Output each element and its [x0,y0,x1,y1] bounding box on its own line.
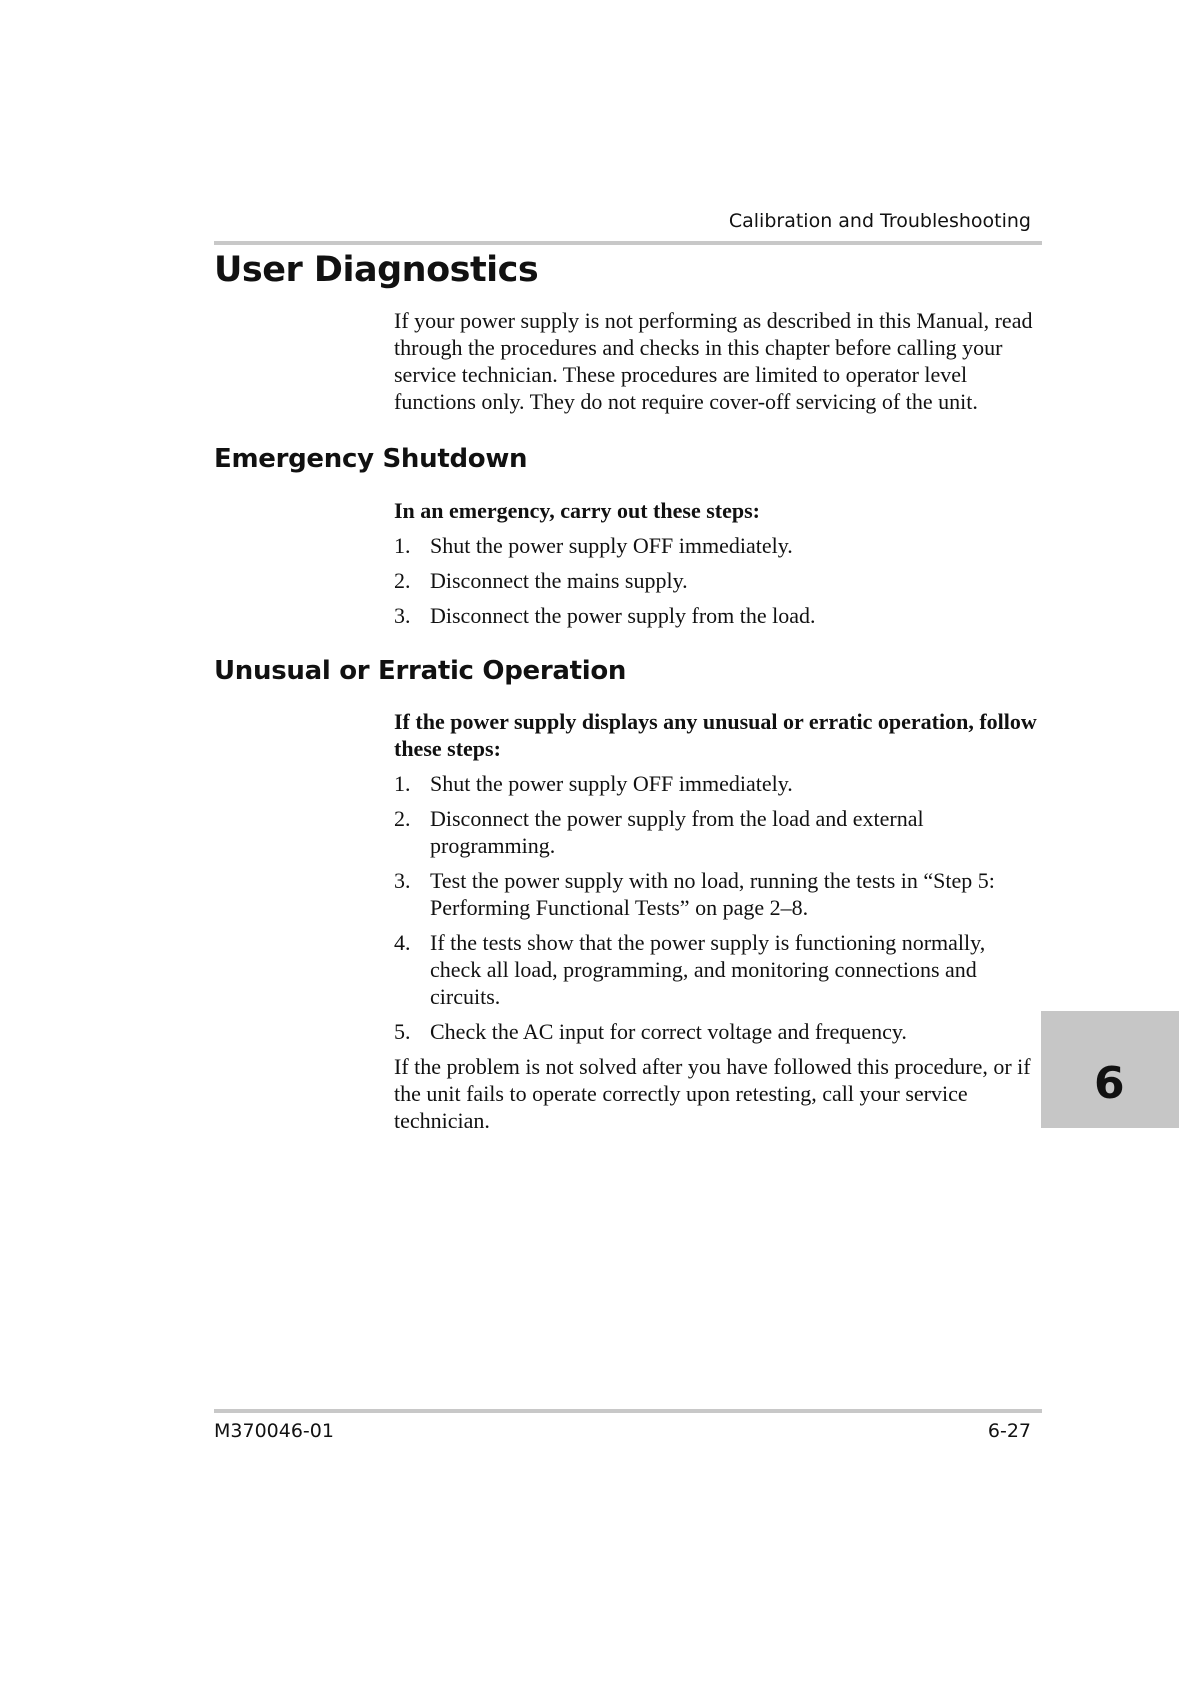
emergency-shutdown-body [394,497,1040,637]
footer-rule [214,1409,1042,1413]
step-text: Disconnect the mains supply. [430,568,688,593]
step-text: Disconnect the power supply from the load. [430,603,816,628]
list-item [394,867,1040,921]
section-title-user-diagnostics: User Diagnostics [214,250,539,290]
step-number: 2. [394,568,411,593]
chapter-tab-number: 6 [1094,1058,1125,1109]
step-number: 1. [394,533,411,558]
step-text: Check the AC input for correct voltage and frequency. [430,1019,907,1044]
header-rule [214,241,1042,245]
emergency-lead: In an emergency, carry out these steps: [394,498,760,523]
unusual-lead: If the power supply displays any unusual or erratic operation, follow these steps: [394,709,1037,761]
unusual-operation-body [394,708,1040,1134]
step-number: 2. [394,806,411,831]
section-title-emergency-shutdown: Emergency Shutdown [214,444,528,474]
step-number: 5. [394,1019,411,1044]
closing-paragraph: If the problem is not solved after you have followed this procedure, or if the unit fails to operate correctly upon retesting, call your service technician. [394,1054,1031,1133]
intro-paragraph: If your power supply is not performing as described in this Manual, read through the procedures and checks in this chapter before calling your service technician. These procedures are limited to operator level functions only. They do not require cover-off servicing of the unit. [394,308,1033,414]
step-number: 3. [394,603,411,628]
list-item [394,1018,1040,1045]
step-number: 1. [394,771,411,796]
list-item [394,532,1040,559]
step-text: Test the power supply with no load, running the tests in “Step 5: Performing Functional Tests” on page 2–8. [430,868,995,920]
list-item [394,567,1040,594]
list-item [394,929,1040,1010]
document-number: M370046-01 [214,1420,334,1442]
step-text: Shut the power supply OFF immediately. [430,771,793,796]
step-text: If the tests show that the power supply is functioning normally, check all load, programming, and monitoring connections and circuits. [430,930,986,1009]
section-title-unusual-operation: Unusual or Erratic Operation [214,656,627,686]
step-number: 4. [394,930,411,955]
step-number: 3. [394,868,411,893]
step-text: Shut the power supply OFF immediately. [430,533,793,558]
list-item [394,770,1040,797]
emergency-steps-list [394,532,1040,629]
list-item [394,602,1040,629]
list-item [394,805,1040,859]
running-header: Calibration and Troubleshooting [728,210,1031,232]
page-number: 6-27 [987,1420,1031,1442]
unusual-steps-list [394,770,1040,1045]
step-text: Disconnect the power supply from the load and external programming. [430,806,924,858]
user-diagnostics-body [394,307,1040,415]
